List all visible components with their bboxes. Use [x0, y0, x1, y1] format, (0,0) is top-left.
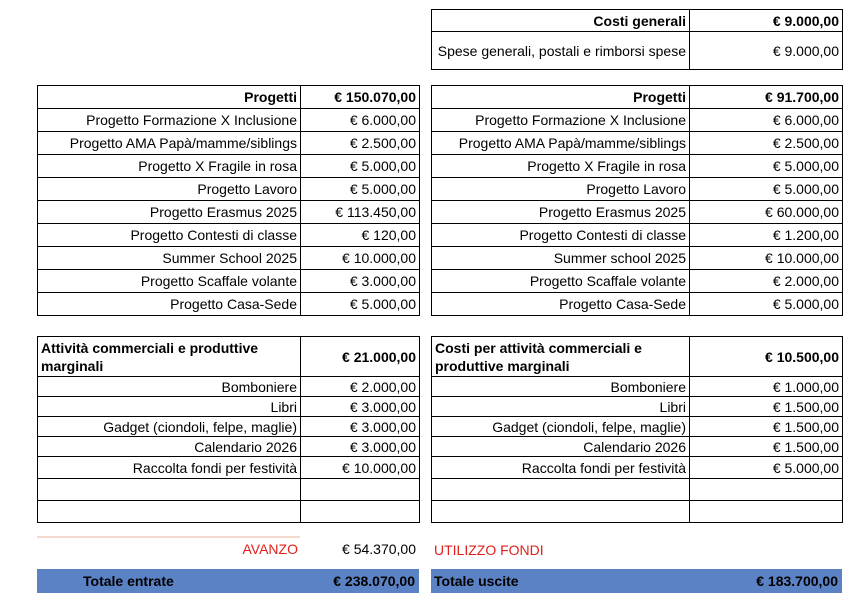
table-row-value: € 5.000,00	[301, 293, 420, 316]
table-row-label: Bomboniere	[38, 377, 301, 397]
table-row-value: € 1.500,00	[690, 437, 843, 457]
attivita-uscite-header-label: Costi per attività commerciali e produttive marginali	[432, 337, 690, 377]
table-row-label: Progetto Erasmus 2025	[432, 201, 690, 224]
table-row-value	[301, 501, 420, 523]
table-row-value: € 5.000,00	[690, 178, 843, 201]
attivita-entrate-header-label: Attività commerciali e produttive marginali	[38, 337, 301, 377]
table-row-label: Progetto Scaffale volante	[432, 270, 690, 293]
totale-entrate-value: € 238.070,00	[333, 573, 415, 589]
costi-generali-row-label: Spese generali, postali e rimborsi spese	[432, 32, 690, 70]
table-row-value: € 2.500,00	[301, 132, 420, 155]
table-row-label: Gadget (ciondoli, felpe, maglie)	[38, 417, 301, 437]
table-row-label: Raccolta fondi per festività	[38, 457, 301, 479]
avanzo-label: AVANZO	[242, 541, 298, 557]
table-row-label: Bomboniere	[432, 377, 690, 397]
table-row-label: Progetto Contesti di classe	[38, 224, 301, 247]
table-row-value: € 1.000,00	[690, 377, 843, 397]
progetti-entrate-header-label: Progetti	[38, 86, 301, 109]
table-row-label: Progetto Formazione X Inclusione	[38, 109, 301, 132]
attivita-uscite-header-value: € 10.500,00	[690, 337, 843, 377]
progetti-entrate-table	[37, 85, 420, 316]
table-row-label	[38, 501, 301, 523]
totale-uscite-label: Totale uscite	[434, 573, 519, 589]
table-row-label: Raccolta fondi per festività	[432, 457, 690, 479]
attivita-uscite-table	[431, 336, 843, 523]
table-row-value	[690, 479, 843, 501]
table-row-value: € 1.500,00	[690, 397, 843, 417]
table-row-value: € 3.000,00	[301, 417, 420, 437]
table-row-value: € 5.000,00	[690, 457, 843, 479]
table-row-label: Libri	[38, 397, 301, 417]
table-row-value: € 3.000,00	[301, 270, 420, 293]
utilizzo-fondi-label: UTILIZZO FONDI	[434, 542, 544, 558]
table-row-label: Summer School 2025	[38, 247, 301, 270]
table-row-value	[301, 479, 420, 501]
table-row-label: Gadget (ciondoli, felpe, maglie)	[432, 417, 690, 437]
table-row-label: Progetto Casa-Sede	[432, 293, 690, 316]
table-row-value	[690, 501, 843, 523]
totale-uscite-bar	[431, 569, 842, 593]
progetti-entrate-header-value: € 150.070,00	[301, 86, 420, 109]
table-row-label: Progetto Lavoro	[432, 178, 690, 201]
table-row-label: Progetto Erasmus 2025	[38, 201, 301, 224]
table-row-value: € 5.000,00	[690, 293, 843, 316]
table-row-value: € 3.000,00	[301, 397, 420, 417]
table-row-value: € 1.500,00	[690, 417, 843, 437]
table-row-value: € 2.000,00	[690, 270, 843, 293]
table-row-value: € 5.000,00	[301, 155, 420, 178]
attivita-entrate-header-value: € 21.000,00	[301, 337, 420, 377]
table-row-label: Summer school 2025	[432, 247, 690, 270]
progetti-uscite-header-label: Progetti	[432, 86, 690, 109]
table-row-label: Progetto Contesti di classe	[432, 224, 690, 247]
table-row-value: € 2.500,00	[690, 132, 843, 155]
table-row-label	[38, 479, 301, 501]
table-row-value: € 3.000,00	[301, 437, 420, 457]
avanzo-value: € 54.370,00	[342, 541, 416, 557]
table-row-value: € 5.000,00	[301, 178, 420, 201]
table-row-value: € 2.000,00	[301, 377, 420, 397]
costi-generali-header-value: € 9.000,00	[690, 10, 843, 32]
table-row-label: Progetto Scaffale volante	[38, 270, 301, 293]
table-row-value: € 6.000,00	[301, 109, 420, 132]
totale-uscite-value: € 183.700,00	[756, 573, 838, 589]
table-row-value: € 1.200,00	[690, 224, 843, 247]
costi-generali-row-value: € 9.000,00	[690, 32, 843, 70]
table-row-value: € 60.000,00	[690, 201, 843, 224]
progetti-uscite-header-value: € 91.700,00	[690, 86, 843, 109]
totale-entrate-label: Totale entrate	[83, 573, 174, 589]
table-row-value: € 10.000,00	[690, 247, 843, 270]
table-row-label: Calendario 2026	[432, 437, 690, 457]
table-row-label: Progetto AMA Papà/mamme/siblings	[38, 132, 301, 155]
attivita-entrate-table	[37, 336, 420, 523]
table-row-label: Progetto AMA Papà/mamme/siblings	[432, 132, 690, 155]
table-row-label: Libri	[432, 397, 690, 417]
table-row-value: € 113.450,00	[301, 201, 420, 224]
table-row-value: € 10.000,00	[301, 247, 420, 270]
table-row-value: € 6.000,00	[690, 109, 843, 132]
table-row-label: Progetto X Fragile in rosa	[432, 155, 690, 178]
table-row-label: Progetto Casa-Sede	[38, 293, 301, 316]
table-row-label	[432, 479, 690, 501]
progetti-uscite-table	[431, 85, 843, 316]
avanzo-divider	[37, 536, 300, 538]
table-row-label: Progetto Formazione X Inclusione	[432, 109, 690, 132]
totale-entrate-bar	[37, 569, 419, 593]
table-row-label: Progetto X Fragile in rosa	[38, 155, 301, 178]
table-row-value: € 120,00	[301, 224, 420, 247]
table-row-value: € 10.000,00	[301, 457, 420, 479]
costi-generali-header-label: Costi generali	[432, 10, 690, 32]
costi-generali-table	[431, 9, 843, 70]
table-row-label: Calendario 2026	[38, 437, 301, 457]
table-row-value: € 5.000,00	[690, 155, 843, 178]
table-row-label	[432, 501, 690, 523]
table-row-label: Progetto Lavoro	[38, 178, 301, 201]
